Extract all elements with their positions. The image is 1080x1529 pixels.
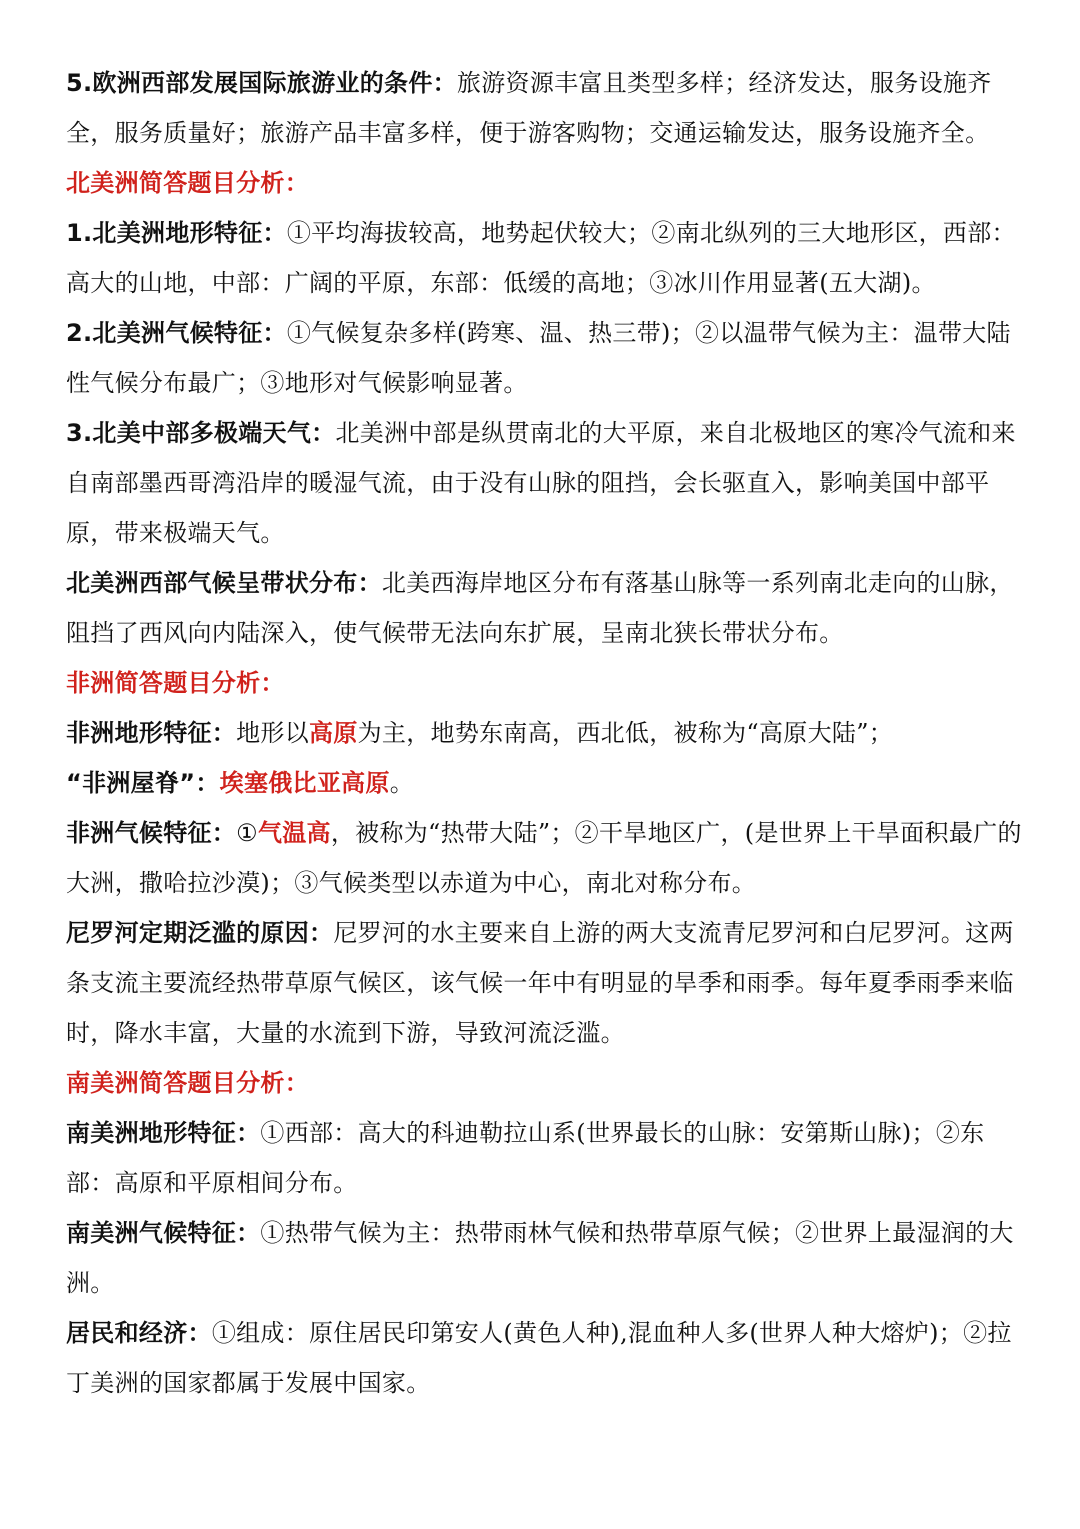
item-body-before: 地形以 [236, 719, 310, 747]
item-lead: 北美洲西部气候呈带状分布： [66, 569, 382, 597]
item-body: 旅游资源丰富且类型多样；经济发达，服务设施齐全，服务质量好；旅游产品丰富多样，便于游客购物；交通运输发达，服务设施齐全。 [66, 69, 992, 147]
item-lead: “非洲屋脊”： [66, 769, 220, 797]
section-heading-africa: 非洲简答题目分析： [66, 669, 285, 697]
item-lead: 1.北美洲地形特征： [66, 219, 287, 247]
item-body: ①西部：高大的科迪勒拉山系(世界最长的山脉：安第斯山脉)；②东部：高原和平原相间分布。 [66, 1119, 985, 1197]
highlight-term: 气温高 [257, 819, 331, 847]
section-heading-south-america: 南美洲简答题目分析： [66, 1069, 309, 1097]
item-body: 北美洲中部是纵贯南北的大平原，来自北极地区的寒冷气流和来自南部墨西哥湾沿岸的暖湿气流，由于没有山脉的阻挡，会长驱直入，影响美国中部平原，带来极端天气。 [66, 419, 1016, 547]
item-lead: 非洲地形特征： [66, 719, 237, 747]
item-body: 北美西海岸地区分布有落基山脉等一系列南北走向的山脉，阻挡了西风向内陆深入，使气候带无法向东扩展，呈南北狭长带状分布。 [66, 569, 1014, 647]
item-lead: 南美洲气候特征： [66, 1219, 261, 1247]
item-lead: 非洲气候特征： [66, 819, 237, 847]
africa-terrain [66, 708, 1026, 758]
item-body: ①平均海拔较高，地势起伏较大；②南北纵列的三大地形区，西部：高大的山地，中部：广阔的平原，东部：低缓的高地；③冰川作用显著(五大湖)。 [66, 219, 1016, 297]
africa-climate [66, 808, 1026, 908]
section-heading-north-america: 北美洲简答题目分析： [66, 169, 309, 197]
item-body-before: ① [236, 819, 258, 847]
africa-roof [66, 758, 1026, 808]
south-america-climate [66, 1208, 1026, 1308]
highlight-term: 埃塞俄比亚高原 [219, 769, 390, 797]
item-lead: 2.北美洲气候特征： [66, 319, 287, 347]
item-body-after: ，被称为“热带大陆”；②干旱地区广，(是世界上干旱面积最广的大洲，撒哈拉沙漠)；③气候类型以赤道为中心，南北对称分布。 [66, 819, 1022, 897]
item-lead: 3.北美中部多极端天气： [66, 419, 336, 447]
south-america-terrain [66, 1108, 1026, 1208]
document-page [66, 58, 1026, 1408]
item-body: ①组成：原住居民印第安人(黄色人种),混血种人多(世界人种大熔炉)；②拉丁美洲的国家都属于发展中国家。 [66, 1319, 1012, 1397]
north-america-item-4 [66, 558, 1026, 658]
europe-item-5 [66, 58, 1026, 158]
south-america-economy [66, 1308, 1026, 1408]
item-lead: 居民和经济： [66, 1319, 212, 1347]
item-lead: 尼罗河定期泛滥的原因： [66, 919, 334, 947]
item-body-after: 。 [389, 769, 415, 797]
item-body: ①气候复杂多样(跨寒、温、热三带)；②以温带气候为主：温带大陆性气候分布最广；③地形对气候影响显著。 [66, 319, 1011, 397]
north-america-item-2 [66, 308, 1026, 408]
item-lead: 5.欧洲西部发展国际旅游业的条件： [66, 69, 457, 97]
north-america-item-1 [66, 208, 1026, 308]
north-america-item-3 [66, 408, 1026, 558]
item-lead: 南美洲地形特征： [66, 1119, 261, 1147]
item-body: 尼罗河的水主要来自上游的两大支流青尼罗河和白尼罗河。这两条支流主要流经热带草原气候区，该气候一年中有明显的旱季和雨季。每年夏季雨季来临时，降水丰富，大量的水流到下游，导致河流泛滥。 [66, 919, 1014, 1047]
highlight-term: 高原 [309, 719, 358, 747]
item-body: ①热带气候为主：热带雨林气候和热带草原气候；②世界上最湿润的大洲。 [66, 1219, 1014, 1297]
africa-nile [66, 908, 1026, 1058]
item-body-after: 为主，地势东南高，西北低，被称为“高原大陆”； [357, 719, 894, 747]
